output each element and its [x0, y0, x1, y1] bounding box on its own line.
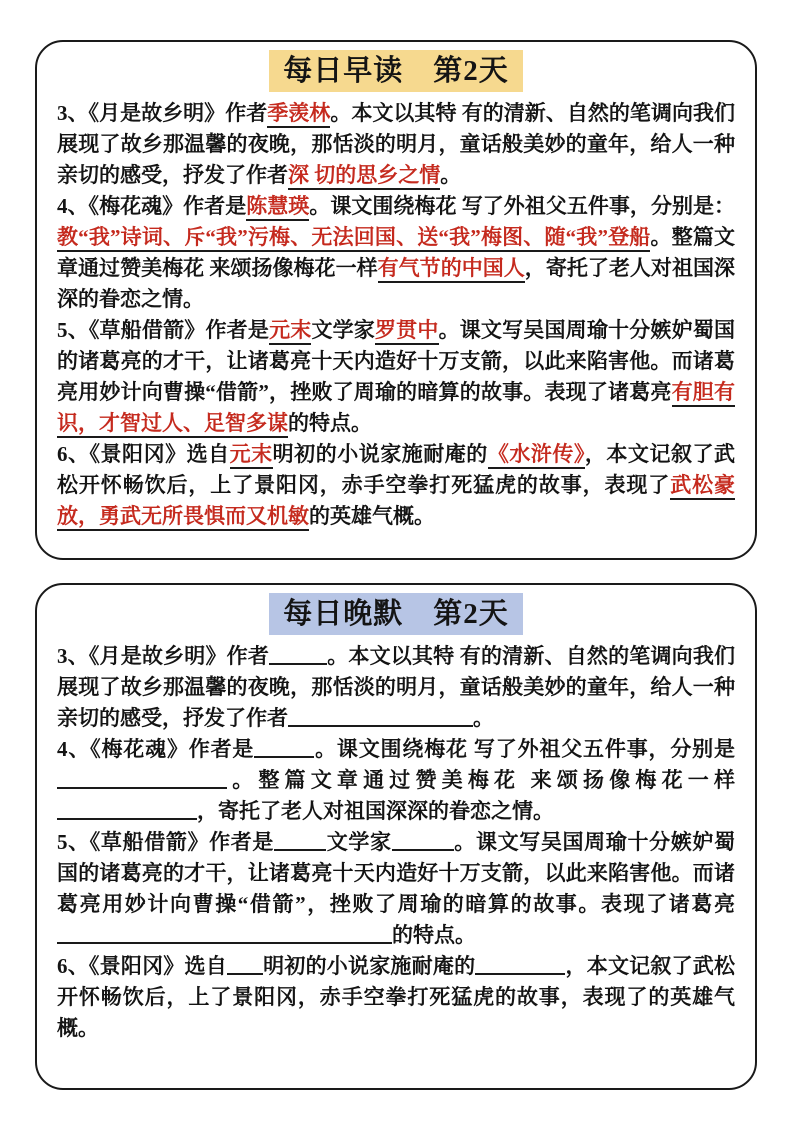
question-text: 的特点。 [392, 923, 476, 947]
question-text: 。整篇文章通过赞美梅花 来颂扬像梅花一样 [227, 768, 735, 792]
evening-question-item [57, 641, 735, 734]
morning-question-item [57, 439, 735, 532]
question-text: 。 [473, 706, 494, 730]
question-text: 。课文围绕梅花 写了外祖父五件事，分别是： [309, 194, 736, 218]
morning-reading-section [35, 40, 757, 560]
answer-blank [254, 753, 314, 758]
question-text: ，寄托了老人对祖国深深的眷恋之情。 [57, 256, 736, 311]
question-text: 6、《景阳冈》选自 [57, 442, 230, 466]
answer-blank [57, 815, 197, 820]
question-text: ，寄托了老人对祖国深深的眷恋之情。 [197, 799, 554, 823]
question-text: 。课文写吴国周瑜十分嫉妒蜀国的诸葛亮的才干，让诸葛亮十天内造好十万支箭，以此来陷害他。而诸葛亮用妙计向曹操“借箭”，挫败了周瑜的暗算的故事。表现了诸葛亮 [57, 830, 736, 916]
question-text: 4、《梅花魂》作者是 [57, 737, 255, 761]
evening-section-title: 每日晚默 第2天 [269, 593, 523, 635]
answer-blank [269, 660, 327, 665]
question-text: 明初的小说家施耐庵的 [262, 954, 476, 978]
answer-text: 陈慧瑛 [246, 194, 309, 221]
evening-items [57, 641, 735, 1044]
answer-text: 季羡林 [267, 101, 330, 128]
question-text: 5、《草船借箭》作者是 [57, 318, 270, 342]
evening-title-row [57, 593, 735, 635]
morning-question-item [57, 98, 735, 191]
evening-question-item [57, 734, 735, 827]
question-text: 4、《梅花魂》作者是 [57, 194, 247, 218]
evening-question-item [57, 827, 735, 951]
answer-text: 元末 [269, 318, 311, 345]
answer-text: 深 切的思乡之情 [288, 163, 440, 190]
evening-question-item [57, 951, 735, 1044]
question-text: 。整篇文章通过赞美梅花 来颂扬像梅花一样 [57, 225, 735, 280]
question-text: 3、《月是故乡明》作者 [57, 101, 268, 125]
answer-text: 《水浒传》 [488, 442, 585, 469]
answer-blank [475, 970, 565, 975]
question-text: ，本文记叙了武松开怀畅饮后，上了景阳冈，赤手空拳打死猛虎的故事，表现了 [57, 442, 735, 497]
question-text: ，本文记叙了武松开怀畅饮后，上了景阳冈，赤手空拳打死猛虎的故事，表现了 [57, 954, 736, 1009]
answer-blank [274, 846, 326, 851]
answer-text: 有胆有识，才智过人、足智多谋 [57, 380, 735, 438]
answer-blank [288, 722, 473, 727]
evening-dictation-section [35, 583, 757, 1090]
answer-text: 有气节的中国人 [378, 256, 525, 283]
answer-text: 武松豪放，勇武无所畏惧而又机敏 [57, 473, 735, 531]
question-text: 3、《月是故乡明》作者 [57, 644, 270, 668]
question-text: 。本文以其特 有的清新、自然的笔调向我们展现了故乡那温馨的夜晚，那恬淡的明月，童话般美妙的童年，给人一种亲切的感受，抒发了作者 [57, 101, 736, 187]
answer-blank [57, 784, 227, 789]
answer-text: 教“我”诗词、斥“我”污梅、无法回国、送“我”梅图、随“我”登船 [57, 225, 650, 252]
question-text: 6、《景阳冈》选自 [57, 954, 227, 978]
question-text: 的特点。 [288, 411, 372, 435]
question-text: 文学家 [326, 830, 392, 854]
question-text: 的英雄气概。 [309, 504, 435, 528]
answer-text: 罗贯中 [375, 318, 439, 345]
question-text: 明初的小说家施耐庵的 [272, 442, 488, 466]
morning-items [57, 98, 735, 532]
question-text: 。 [440, 163, 462, 187]
morning-question-item [57, 191, 735, 315]
question-text: 5、《草船借箭》作者是 [57, 830, 275, 854]
answer-blank [392, 846, 454, 851]
morning-question-item [57, 315, 735, 439]
question-text: 。课文围绕梅花 写了外祖父五件事，分别是 [314, 737, 735, 761]
morning-section-title: 每日早读 第2天 [269, 50, 523, 92]
answer-blank [227, 970, 263, 975]
question-text: 。本文以其特 有的清新、自然的笔调向我们展现了故乡那温馨的夜晚，那恬淡的明月，童话般美妙的童年，给人一种亲切的感受，抒发了作者 [57, 644, 736, 730]
morning-title-row [57, 50, 735, 92]
question-text: 文学家 [311, 318, 375, 342]
answer-text: 元末 [230, 442, 273, 469]
question-text: 。课文写吴国周瑜十分嫉妒蜀国的诸葛亮的才干，让诸葛亮十天内造好十万支箭，以此来陷害他。而诸葛亮用妙计向曹操“借箭”，挫败了周瑜的暗算的故事。表现了诸葛亮 [57, 318, 735, 404]
question-text: 的英雄气概。 [57, 985, 736, 1040]
answer-blank [57, 939, 392, 944]
